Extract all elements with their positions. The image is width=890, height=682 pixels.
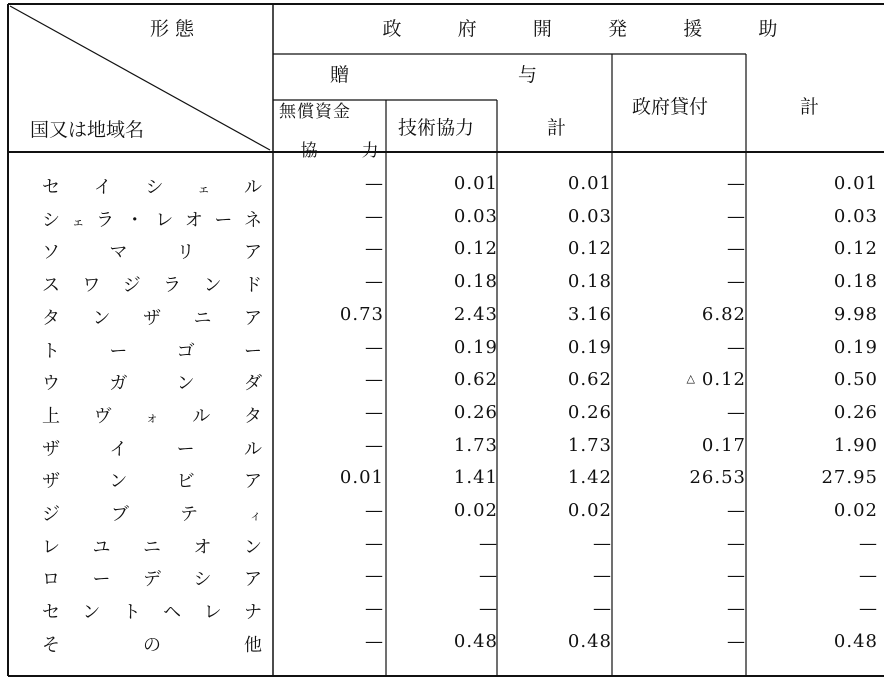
total-cell	[750, 435, 878, 456]
country-name-char: ラ	[163, 275, 182, 297]
tech-coop-cell	[388, 533, 498, 554]
country-name-char: ゴ	[176, 340, 195, 362]
country-name-char: イ	[93, 177, 112, 198]
total-cell	[750, 271, 878, 292]
country-name	[42, 271, 262, 297]
grant-subtotal-cell	[502, 173, 612, 194]
tech-coop-cell-value: 1.41	[453, 467, 498, 489]
gratis-header-char: 力	[361, 141, 379, 161]
tech-coop-cell-value: 0.02	[453, 500, 498, 521]
tech-coop-cell	[388, 631, 498, 652]
gov-loans-cell	[616, 369, 746, 390]
corner-country-label: 国又は地域名	[30, 119, 145, 141]
country-name-char: 他	[244, 634, 262, 656]
country-name-char: ワ	[82, 275, 101, 297]
country-name-char: ・	[125, 209, 144, 231]
gov-loans-cell	[616, 206, 746, 227]
table-row	[0, 268, 890, 296]
country-name	[42, 500, 262, 526]
grant-subtotal-cell	[502, 369, 612, 390]
country-name-char: の	[143, 634, 161, 656]
country-name-char: ス	[42, 275, 60, 297]
tech-coop-cell	[388, 598, 498, 619]
gov-loans-cell	[616, 631, 746, 652]
gov-loans-cell	[616, 238, 746, 259]
table-row	[0, 301, 890, 329]
total-cell	[750, 565, 878, 586]
gratis-cell	[276, 369, 384, 390]
grant-subtotal-cell	[502, 337, 612, 358]
gov-loans-cell-value: 26.53	[689, 467, 746, 489]
country-name-char: ネ	[243, 209, 262, 231]
gov-loans-cell-value: —	[727, 598, 746, 620]
country-name-char: ア	[244, 307, 262, 329]
gov-loans-header: 政府貸付	[632, 96, 709, 118]
gov-loans-cell	[616, 435, 746, 456]
gov-loans-cell-value: —	[727, 500, 746, 521]
gratis-cell-value: —	[365, 336, 384, 358]
country-name-char: ニ	[143, 536, 161, 558]
tech-coop-cell-value: 0.62	[453, 369, 498, 391]
gratis-cell	[276, 500, 384, 521]
table-row	[0, 497, 890, 525]
grant-subtotal-cell	[502, 500, 612, 521]
country-name-char: ー	[243, 340, 262, 362]
country-name-char: ザ	[143, 307, 161, 329]
oda-title-char: 府	[457, 18, 477, 40]
total-cell-value: 1.90	[833, 434, 878, 456]
country-name-char: レ	[155, 209, 174, 231]
grant-subtotal-cell-value: 0.18	[567, 271, 612, 293]
country-name-char: ニ	[193, 307, 212, 329]
gov-loans-cell-value: —	[727, 271, 746, 293]
gov-loans-cell	[616, 402, 746, 423]
oda-title-char: 助	[758, 18, 778, 40]
tech-coop-cell-value: 1.73	[453, 434, 498, 456]
total-cell	[750, 598, 878, 619]
gov-loans-cell	[616, 337, 746, 358]
tech-coop-header: 技術協力	[398, 117, 475, 139]
gov-loans-cell-value: 0.17	[701, 434, 746, 456]
country-name-char: ル	[243, 177, 262, 198]
gov-loans-cell	[616, 173, 746, 194]
tech-coop-cell-value: 0.03	[453, 205, 498, 227]
country-name-char: リ	[176, 242, 195, 264]
tech-coop-cell	[388, 435, 498, 456]
gratis-cell-value: —	[365, 598, 384, 620]
country-name-char: マ	[109, 242, 128, 264]
country-name-char: イ	[109, 438, 128, 460]
country-name-char: セ	[42, 602, 60, 624]
gratis-cell-value: —	[365, 532, 384, 554]
country-name	[42, 565, 262, 591]
country-name-char: ェ	[71, 214, 85, 230]
country-name	[42, 238, 262, 264]
country-name-char: シ	[42, 209, 60, 231]
total-cell	[750, 500, 878, 521]
country-name-char: ラ	[96, 209, 115, 231]
country-name-char: ロ	[42, 569, 60, 591]
grant-subtotal-cell	[502, 598, 612, 619]
gratis-cell	[276, 631, 384, 652]
tech-coop-cell-value: 0.01	[453, 173, 498, 194]
gratis-cell	[276, 206, 384, 227]
country-name-char: ン	[82, 602, 101, 624]
total-cell	[750, 304, 878, 325]
gov-loans-cell	[616, 271, 746, 292]
tech-coop-cell-value: —	[479, 598, 498, 620]
gratis-cell	[276, 173, 384, 194]
country-name-char: ェ	[197, 182, 211, 197]
country-name	[42, 631, 262, 657]
gratis-cell	[276, 337, 384, 358]
grant-subtotal-cell-value: —	[593, 532, 612, 554]
country-name-char: タ	[243, 405, 262, 427]
country-name	[42, 206, 262, 232]
grant-subtotal-cell	[502, 271, 612, 292]
country-name-char: テ	[179, 504, 198, 525]
gratis-cell-value: —	[365, 238, 384, 260]
grant-subtotal-cell	[502, 206, 612, 227]
tech-coop-cell	[388, 402, 498, 423]
total-cell-value: 0.03	[833, 205, 878, 227]
grant-subtotal-cell-value: 1.42	[567, 467, 612, 489]
country-name-char: ブ	[110, 504, 129, 525]
tech-coop-cell	[388, 369, 498, 390]
country-name-char: ー	[92, 569, 111, 591]
country-name-char: ル	[243, 438, 262, 460]
oda-title-char: 援	[683, 18, 703, 40]
gratis-cell	[276, 565, 384, 586]
country-name-char: ル	[192, 405, 211, 427]
country-name-char: ナ	[243, 602, 262, 624]
total-cell	[750, 467, 878, 488]
country-name-char: ン	[176, 373, 195, 395]
total-cell-value: 27.95	[821, 467, 878, 489]
total-cell-value: 0.26	[833, 401, 878, 423]
gratis-cell	[276, 467, 384, 488]
country-name	[42, 369, 262, 395]
gov-loans-cell-value: —	[727, 238, 746, 260]
country-name-char: ン	[203, 275, 222, 297]
table-row	[0, 203, 890, 231]
country-name-char: シ	[193, 569, 212, 591]
gratis-cell	[276, 598, 384, 619]
country-name	[42, 467, 262, 493]
country-name	[42, 402, 262, 428]
country-name-char: 上	[42, 405, 60, 427]
country-name-char: ー	[109, 340, 128, 362]
oda-title-char: 発	[608, 18, 628, 40]
gov-loans-cell	[616, 304, 746, 325]
country-name-char: ン	[92, 307, 111, 329]
tech-coop-cell-value: 0.18	[453, 271, 498, 293]
total-cell	[750, 533, 878, 554]
grant-subtotal-cell-value: 0.62	[567, 369, 612, 391]
gov-loans-cell	[616, 565, 746, 586]
grant-subtotal-cell-value: —	[593, 598, 612, 620]
grant-subtotal-cell	[502, 304, 612, 325]
total-cell-value: 0.50	[833, 369, 878, 391]
gratis-cell	[276, 304, 384, 325]
total-cell-value: —	[859, 598, 878, 620]
gratis-cell-value: —	[365, 271, 384, 293]
gratis-cell-value: —	[365, 500, 384, 521]
gratis-cell	[276, 533, 384, 554]
tech-coop-cell-value: —	[479, 532, 498, 554]
country-name-char: ダ	[243, 373, 262, 395]
country-name-char: オ	[184, 209, 203, 231]
total-header: 計	[800, 96, 820, 118]
total-cell-value: —	[859, 532, 878, 554]
country-name-char: ア	[243, 471, 262, 493]
country-name-char: デ	[143, 569, 161, 591]
grant-subtotal-cell	[502, 565, 612, 586]
grant-subtotal-cell	[502, 467, 612, 488]
table-row	[0, 366, 890, 394]
country-name-char: ザ	[42, 471, 60, 493]
country-name	[42, 337, 262, 363]
tech-coop-cell	[388, 500, 498, 521]
total-cell-value: 0.01	[833, 173, 878, 194]
tech-coop-cell	[388, 173, 498, 194]
country-name-char: ガ	[109, 373, 128, 395]
country-name	[42, 598, 262, 624]
gov-loans-cell	[616, 598, 746, 619]
total-cell-value: 0.48	[833, 630, 878, 652]
grant-subtotal-cell-value: 0.48	[567, 630, 612, 652]
grant-group-label-a: 贈	[330, 64, 350, 86]
gov-loans-cell-value: —	[727, 565, 746, 587]
country-name-char: ジ	[42, 504, 60, 525]
table-row	[0, 170, 890, 198]
country-name-char: ォ	[145, 410, 159, 426]
grant-subtotal-cell-value: —	[593, 565, 612, 587]
country-name-char: シ	[145, 177, 164, 198]
tech-coop-cell-value: 0.12	[453, 238, 498, 260]
total-cell-value: 0.12	[833, 238, 878, 260]
country-name-char: ヘ	[163, 602, 182, 624]
gov-loans-cell	[616, 467, 746, 488]
total-cell	[750, 173, 878, 194]
gov-loans-cell-value: —	[727, 401, 746, 423]
total-cell	[750, 631, 878, 652]
gov-loans-cell	[616, 500, 746, 521]
table-row	[0, 399, 890, 427]
table-row	[0, 530, 890, 558]
country-name-char: ザ	[42, 438, 60, 460]
grant-subtotal-cell	[502, 402, 612, 423]
tech-coop-cell	[388, 565, 498, 586]
gov-loans-cell-value: —	[727, 205, 746, 227]
grant-subtotal-cell	[502, 533, 612, 554]
country-name-char: ト	[42, 340, 60, 362]
country-name-char: ジ	[122, 275, 141, 297]
total-cell-value: 0.19	[833, 336, 878, 358]
country-name-char: ユ	[92, 536, 111, 558]
gratis-cell-value: —	[365, 173, 384, 194]
tech-coop-cell-value: 0.19	[453, 336, 498, 358]
tech-coop-cell	[388, 467, 498, 488]
total-cell	[750, 402, 878, 423]
gov-loans-cell-value: 0.12	[701, 369, 746, 391]
gov-loans-cell	[616, 533, 746, 554]
total-cell-value: 0.18	[833, 271, 878, 293]
gratis-cell	[276, 238, 384, 259]
country-name-char: ィ	[248, 509, 262, 524]
table-row	[0, 562, 890, 590]
country-name-char: ア	[244, 569, 262, 591]
country-name-char: ー	[176, 438, 195, 460]
gov-loans-cell-value: —	[727, 630, 746, 652]
total-cell	[750, 369, 878, 390]
grant-subtotal-cell-value: 0.03	[567, 205, 612, 227]
grant-group-label-b: 与	[518, 64, 538, 86]
corner-form-label: 形態	[150, 18, 201, 40]
negative-mark-icon: △	[686, 372, 696, 386]
tech-coop-cell-value: 0.48	[453, 630, 498, 652]
gov-loans-cell-value: —	[727, 173, 746, 194]
grant-subtotal-cell	[502, 435, 612, 456]
country-name	[42, 533, 262, 559]
table-row	[0, 235, 890, 263]
table-row	[0, 432, 890, 460]
total-cell	[750, 238, 878, 259]
table-row	[0, 334, 890, 362]
table-row	[0, 464, 890, 492]
gratis-cell-value: —	[365, 434, 384, 456]
gratis-cell	[276, 271, 384, 292]
oda-title-char: 政	[382, 18, 402, 40]
country-name-char: レ	[203, 602, 222, 624]
total-cell-value: 9.98	[833, 303, 878, 325]
country-name-char: ウ	[42, 373, 60, 395]
gratis-header-char: 協	[300, 141, 318, 161]
country-name-char: ド	[243, 275, 262, 297]
gratis-cell-value: —	[365, 401, 384, 423]
grant-subtotal-cell-value: 0.19	[567, 336, 612, 358]
tech-coop-cell	[388, 337, 498, 358]
oda-title	[380, 18, 780, 40]
country-name-char: ー	[214, 209, 233, 231]
grant-subtotal-cell-value: 0.02	[567, 500, 612, 521]
gratis-cell	[276, 435, 384, 456]
tech-coop-cell-value: —	[479, 565, 498, 587]
gratis-cell-value: —	[365, 565, 384, 587]
tech-coop-cell	[388, 238, 498, 259]
grant-subtotal-header: 計	[547, 117, 567, 139]
country-name-char: ン	[244, 536, 262, 558]
tech-coop-cell-value: 0.26	[453, 401, 498, 423]
gratis-cell	[276, 402, 384, 423]
gratis-cell-value: 0.01	[339, 467, 384, 489]
country-name-char: レ	[42, 536, 60, 558]
table-row	[0, 595, 890, 623]
country-name-char: ア	[243, 242, 262, 264]
country-name	[42, 173, 262, 199]
total-cell-value: —	[859, 565, 878, 587]
country-name-char: ヴ	[93, 405, 112, 427]
gratis-header-line1: 無償資金	[279, 102, 351, 122]
country-name-char: ン	[109, 471, 128, 493]
oda-title-char: 開	[532, 18, 552, 40]
gov-loans-cell-value: —	[727, 532, 746, 554]
country-name	[42, 435, 262, 461]
total-cell	[750, 337, 878, 358]
country-name	[42, 304, 262, 330]
country-name-char: そ	[42, 634, 60, 656]
grant-subtotal-cell	[502, 238, 612, 259]
total-cell	[750, 206, 878, 227]
country-name-char: ソ	[42, 242, 60, 264]
tech-coop-cell-value: 2.43	[453, 303, 498, 325]
tech-coop-cell	[388, 206, 498, 227]
gratis-cell-value: —	[365, 205, 384, 227]
country-name-char: オ	[193, 536, 212, 558]
country-name-char: ト	[122, 602, 141, 624]
country-name-char: セ	[42, 177, 60, 198]
country-name-char: タ	[42, 307, 60, 329]
grant-subtotal-cell-value: 1.73	[567, 434, 612, 456]
total-cell-value: 0.02	[833, 500, 878, 521]
gov-loans-cell-value: —	[727, 336, 746, 358]
grant-subtotal-cell-value: 0.26	[567, 401, 612, 423]
grant-subtotal-cell	[502, 631, 612, 652]
tech-coop-cell	[388, 304, 498, 325]
tech-coop-cell	[388, 271, 498, 292]
gratis-cell-value: 0.73	[339, 303, 384, 325]
grant-subtotal-cell-value: 0.01	[567, 173, 612, 194]
grant-subtotal-cell-value: 0.12	[567, 238, 612, 260]
gov-loans-cell-value: 6.82	[701, 303, 746, 325]
table-row	[0, 628, 890, 656]
country-name-char: ビ	[176, 471, 195, 493]
gratis-cell-value: —	[365, 630, 384, 652]
gratis-cell-value: —	[365, 369, 384, 391]
grant-subtotal-cell-value: 3.16	[567, 303, 612, 325]
